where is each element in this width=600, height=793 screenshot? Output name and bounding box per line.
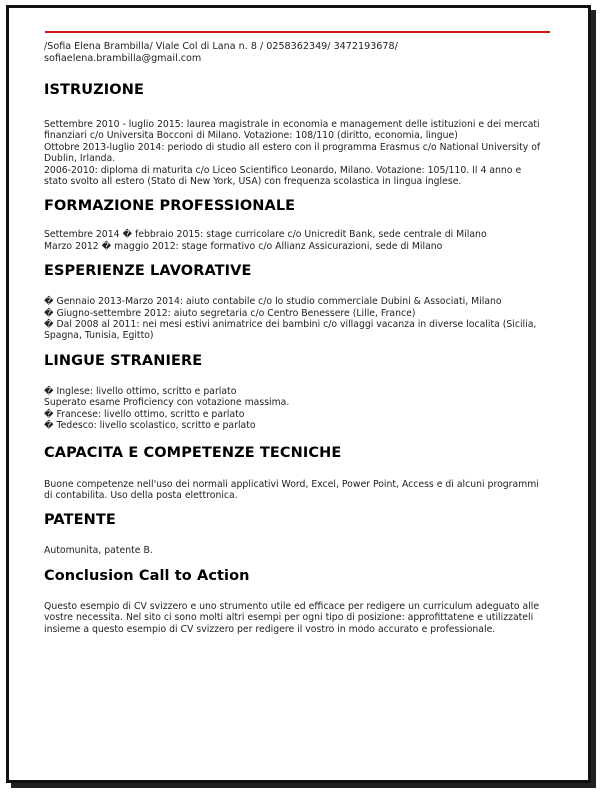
work-entry: � Giugno-settembre 2012: aiuto segretaria c/o Centro Benessere (Lille, France)	[44, 307, 416, 319]
section-technical-skills	[44, 444, 544, 502]
section-work-experience	[44, 262, 544, 342]
work-entry: � Gennaio 2013-Marzo 2014: aiuto contabile c/o lo studio commerciale Dubini & Associati, Milano	[44, 296, 502, 308]
header-rule	[45, 31, 550, 33]
section-languages	[44, 352, 544, 432]
section-title-conclusion: Conclusion Call to Action	[44, 567, 250, 584]
section-title-education: ISTRUZIONE	[44, 82, 144, 98]
contact-block	[44, 41, 544, 65]
section-title-work: ESPERIENZE LAVORATIVE	[44, 263, 252, 280]
section-training	[44, 197, 544, 252]
education-entry: Ottobre 2013-luglio 2014: periodo di studio all estero con il programma Erasmus c/o National University of Dublin, Irlanda.	[44, 141, 541, 165]
work-entry: � Dal 2008 al 2011: nei mesi estivi animatrice dei bambini c/o villaggi vacanza in diverse localita (Sicilia, Spagna, Tunisia, Egitto)	[44, 319, 537, 342]
skills-entry: Buone competenze nell'uso dei normali applicativi Word, Excel, Power Point, Access e di alcuni programmi di contabilita. Uso della posta elettronica.	[44, 478, 539, 501]
language-entry: � Tedesco: livello scolastico, scritto e parlato	[44, 420, 256, 432]
section-body-languages	[44, 386, 544, 432]
section-title-skills: CAPACITA E COMPETENZE TECNICHE	[44, 444, 342, 461]
license-entry: Automunita, patente B.	[44, 545, 153, 557]
training-entry: Settembre 2014 � febbraio 2015: stage curricolare c/o Unicredit Bank, sede centrale di Milano	[44, 229, 487, 241]
section-body-training	[44, 229, 544, 252]
section-body-conclusion	[44, 601, 544, 635]
section-title-license: PATENTE	[44, 512, 116, 529]
section-body-work	[44, 296, 544, 342]
language-entry: Superato esame Proficiency con votazione massima.	[44, 397, 290, 409]
contact-line-address: /Sofia Elena Brambilla/ Viale Col di Lana n. 8 / 0258362349/ 3472193678/	[44, 41, 398, 52]
training-entry: Marzo 2012 � maggio 2012: stage formativo c/o Allianz Assicurazioni, sede di Milano	[44, 240, 443, 252]
section-title-training: FORMAZIONE PROFESSIONALE	[44, 198, 296, 215]
section-conclusion	[44, 567, 544, 635]
education-entry: 2006-2010: diploma di maturita c/o Liceo Scientifico Leonardo, Milano. Votazione: 105/110. Il 4 anno e stato svolto all estero (Stato di New York, USA) con frequenza scolastica in lingua inglese.	[44, 164, 522, 188]
language-entry: � Inglese: livello ottimo, scritto e parlato	[44, 385, 237, 397]
section-education	[44, 81, 544, 187]
section-license	[44, 511, 544, 556]
section-body-license	[44, 545, 544, 556]
section-body-skills	[44, 479, 544, 502]
conclusion-text: Questo esempio di CV svizzero e uno strumento utile ed efficace per redigere un curriculum adeguato alle vostre necessita. Nel sito ci sono molti altri esempi per ogni tipo di posizione: approfittatene e utilizzateli insieme a questo esempio di CV svizzero per redigere il vostro in modo accurato e professionale.	[44, 600, 540, 635]
contact-line-email: sofiaelena.brambilla@gmail.com	[44, 53, 202, 64]
language-entry: � Francese: livello ottimo, scritto e parlato	[44, 408, 245, 420]
section-title-languages: LINGUE STRANIERE	[44, 352, 203, 369]
section-body-education	[44, 119, 544, 187]
education-entry: Settembre 2010 - luglio 2015: laurea magistrale in economia e management delle istituzioni e dei mercati finanziari c/o Universita Bocconi di Milano. Votazione: 108/110 (diritto, economia, lingue)	[44, 119, 540, 142]
cv-content	[44, 41, 544, 635]
